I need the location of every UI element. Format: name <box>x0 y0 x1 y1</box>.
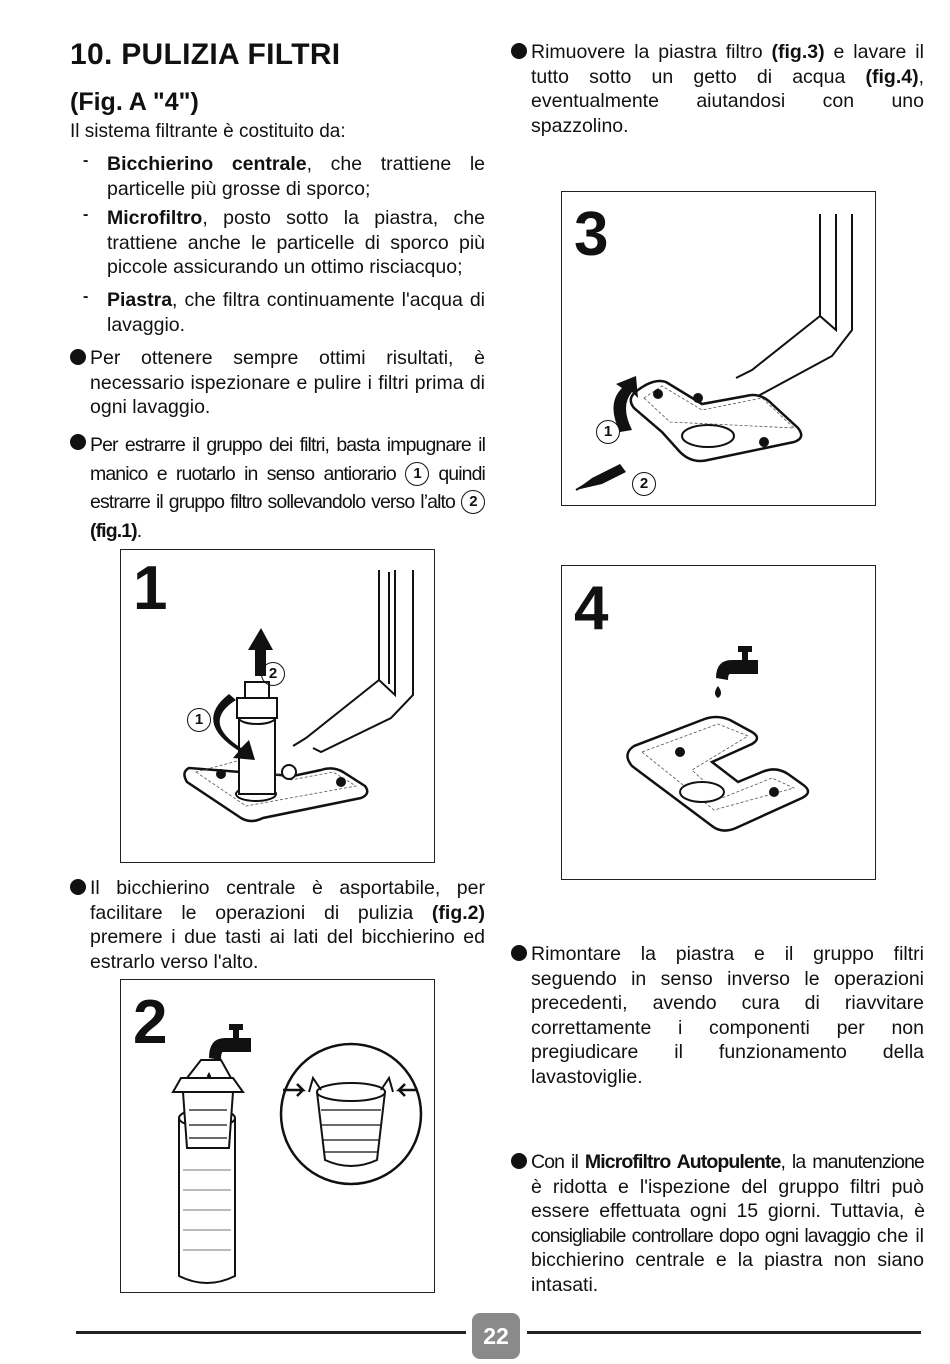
figure-step-marker: 2 <box>632 472 656 496</box>
bullet-text: che il bicchierino centrale e la piastra non siano intasati. <box>531 1224 925 1296</box>
component-name: Bicchierino centrale <box>107 153 307 175</box>
step-2-marker: 2 <box>461 490 485 514</box>
bullet-dot-icon <box>70 349 86 365</box>
figure-ref: (fig.2) <box>431 901 485 924</box>
bullet-text: Per estrarre il gruppo dei filtri, basta impugnare il manico e ruotarlo in senso antiorario <box>90 434 485 485</box>
component-desc: , che trattiene le particelle più grosse di sporco; <box>107 153 486 200</box>
bullet-text: Con il <box>531 1151 578 1173</box>
plate-washing-illustration <box>562 566 875 879</box>
step-1-marker: 1 <box>405 462 429 486</box>
component-item <box>83 152 485 201</box>
cup-removal-illustration <box>121 980 434 1292</box>
bullet-text: e lavare il tutto sotto un getto di acqua <box>531 41 924 88</box>
section-number: 10. <box>70 38 113 71</box>
product-name: Microfiltro Autopulente <box>584 1151 781 1173</box>
footer-rule-left <box>76 1331 466 1334</box>
figure-step-marker: 2 <box>261 662 285 686</box>
bullet-cup <box>70 876 485 974</box>
component-desc: , posto sotto la piastra, che trattiene anche le particelle di sporco più piccole assicurando un ottimo risciacquo; <box>107 207 485 278</box>
figure-ref: (fig.3) <box>771 41 825 63</box>
plate-removal-illustration <box>562 192 875 505</box>
figure-number: 3 <box>574 200 609 269</box>
page-number: 22 <box>472 1313 520 1359</box>
figure-1 <box>120 549 435 863</box>
bullet-text: , la manutenzione <box>780 1151 924 1173</box>
component-name: Microfiltro <box>107 207 203 229</box>
bullet-text: Per ottenere sempre ottimi risultati, è necessario ispezionare e pulire i filtri prima di ogni lavaggio. <box>90 347 485 418</box>
footer-rule-right <box>527 1331 921 1334</box>
figure-2 <box>120 979 435 1293</box>
figure-number: 4 <box>574 574 609 643</box>
bullet-text: Rimuovere la piastra filtro <box>531 41 763 63</box>
bullet-dot-icon <box>511 43 527 59</box>
figure-ref: (fig.1) <box>90 519 137 542</box>
section-subtitle: (Fig. A "4") <box>70 88 199 116</box>
component-item <box>83 206 485 280</box>
bullet-inspect <box>70 346 485 420</box>
bullet-text-end: . <box>136 519 142 542</box>
bullet-dot-icon <box>511 1153 527 1169</box>
figure-3 <box>561 191 876 506</box>
bullet-dot-icon <box>511 945 527 961</box>
bullet-dot-icon <box>70 879 86 895</box>
component-name: Piastra <box>107 289 173 311</box>
figure-step-marker: 1 <box>596 420 620 444</box>
dash-marker: - <box>83 152 89 169</box>
dash-marker: - <box>83 288 89 305</box>
bullet-text: quindi estrarre il gruppo filtro sollevandolo verso l’alto <box>90 462 485 513</box>
bullet-text: Rimontare la piastra e il gruppo filtri seguendo in senso inverso le operazioni precedenti, avendo cura di riavvitare correttamente i componenti per non pregiudicare il funzionamento della lavastoviglie. <box>531 943 924 1088</box>
bullet-extract <box>70 431 485 545</box>
dash-marker: - <box>83 206 89 223</box>
bullet-text: Il bicchierino centrale è asportabile, per facilitare le operazioni di pulizia <box>90 877 485 924</box>
figure-number: 2 <box>133 988 168 1057</box>
bullet-text: , eventualmente aiutandosi con uno spazzolino. <box>531 65 924 137</box>
bullet-dot-icon <box>70 434 86 450</box>
component-item <box>83 288 485 337</box>
bullet-remove <box>511 40 924 138</box>
figure-4 <box>561 565 876 880</box>
filter-removal-illustration <box>121 550 434 862</box>
component-desc: , che filtra continuamente l'acqua di lavaggio. <box>107 289 485 336</box>
water-tap-icon <box>715 646 758 698</box>
bullet-text: premere i due tasti ai lati del bicchierino ed estrarlo verso l'alto. <box>90 926 485 973</box>
bullet-text: è ridotta e l'ispezione del gruppo filtri può essere effettuata ogni 15 giorni. Tuttavia, <box>531 1175 924 1222</box>
section-title-text: PULIZIA FILTRI <box>121 38 341 71</box>
bullet-text: è consigliabile controllare dopo ogni lavaggio <box>531 1200 925 1247</box>
intro-text: Il sistema filtrante è costituito da: <box>70 121 346 142</box>
section-title <box>70 38 340 72</box>
bullet-reassemble <box>511 942 924 1089</box>
figure-step-marker: 1 <box>187 708 211 732</box>
bullet-autoclean <box>511 1150 924 1297</box>
figure-ref: (fig.4) <box>865 65 919 88</box>
figure-number: 1 <box>133 554 168 623</box>
